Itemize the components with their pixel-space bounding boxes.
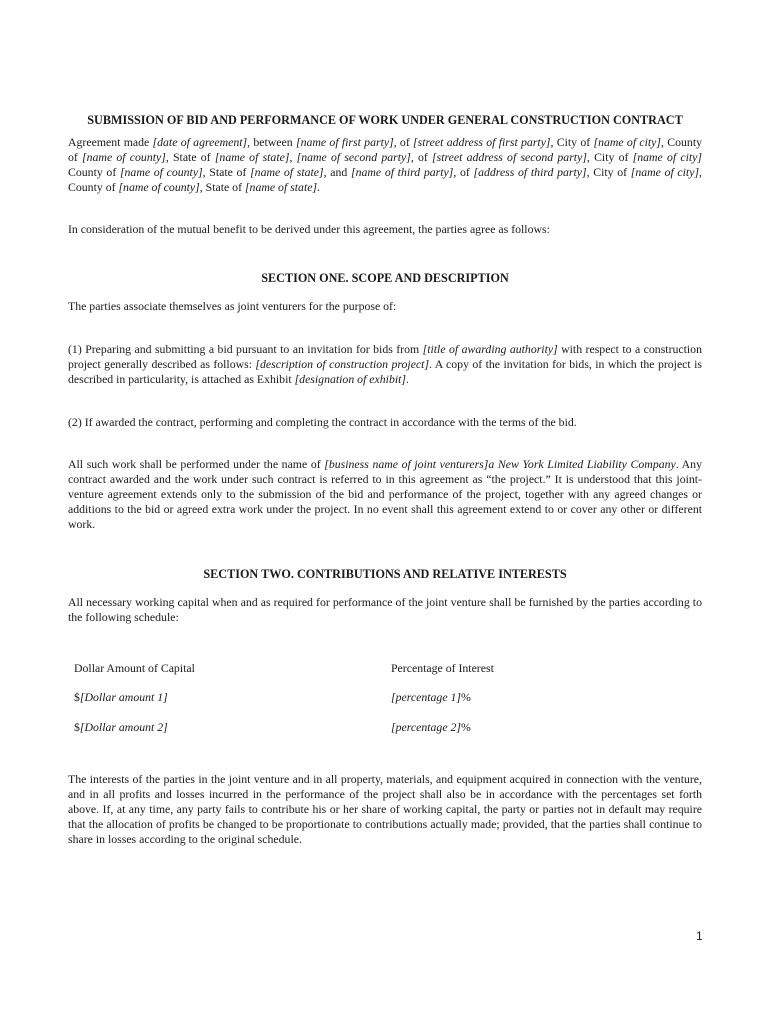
field-second-address: [street address of second party] (432, 150, 587, 164)
item-one-paragraph: (1) Preparing and submitting a bid pursuant to an invitation for bids from [title of awarding authority] with respect to a construction project generally described as follows: [description of construction project]. A copy of the invitation for bids, in which the project is described in particularity, is attached as Exhibit [designation of exhibit]. (68, 342, 702, 386)
interests-paragraph: The interests of the parties in the joint venture and in all property, materials, and equipment acquired in connection with the venture, and in all profits and losses incurred in the performance of the project shall also be in accordance with the percentages set forth above. If, at any time, any party fails to contribute his or her share of working capital, the party or parties not in default may require that the allocation of profits be changed to be proportionate to contributions actually made; provided, that the parties shall continue to share in losses according to the original schedule. (68, 772, 702, 846)
field-date: [date of agreement] (152, 135, 248, 149)
field-project-description: [description of construction project] (255, 357, 430, 371)
consideration-paragraph: In consideration of the mutual benefit to be derived under this agreement, the parties agree as follows: (68, 222, 550, 236)
purpose-paragraph: The parties associate themselves as joint venturers for the purpose of: (68, 299, 397, 313)
capital-paragraph: All necessary working capital when and as required for performance of the joint venture shall be furnished by the parties according to the following schedule: (68, 595, 702, 624)
table-row-2-dollar: $[Dollar amount 2] (74, 720, 168, 734)
table-header-dollar: Dollar Amount of Capital (74, 661, 195, 675)
work-paragraph: All such work shall be performed under the name of [business name of joint venturers]a New York Limited Liability Company. Any contract awarded and the work under such contract is referred to in this agreement as “the project.” It is understood that this joint-venture agreement extends only to the submission of the bid and performance of the project, together with any agreed changes or additions to the bid or agreed extra work under the project. In no event shall this agreement extend to or cover any other or different work. (68, 457, 702, 531)
document-title: SUBMISSION OF BID AND PERFORMANCE OF WORK UNDER GENERAL CONSTRUCTION CONTRACT (87, 113, 683, 127)
page-number: 1 (696, 929, 703, 943)
intro-paragraph: Agreement made [date of agreement], between [name of first party], of [street address of first party], City of [name of city], County of [name of county], State of [name of state], [name of second party], of [street address of second party], City of [name of city] County of [name of county], State of [name of state], and [name of third party], of [address of third party], City of [name of city], County of [name of county], State of [name of state]. (68, 135, 702, 194)
section-one-heading: SECTION ONE. SCOPE AND DESCRIPTION (261, 271, 509, 285)
field-first-address: [street address of first party] (413, 135, 551, 149)
field-second-party: [name of second party] (296, 150, 411, 164)
field-third-address: [address of third party] (473, 165, 587, 179)
table-row-1-dollar: $[Dollar amount 1] (74, 690, 168, 704)
section-two-heading: SECTION TWO. CONTRIBUTIONS AND RELATIVE INTERESTS (203, 567, 567, 581)
field-first-party: [name of first party] (295, 135, 394, 149)
table-row-2-percentage: [percentage 2]% (391, 720, 471, 734)
field-business-name: [business name of joint venturers]a New York Limited Liability Company (324, 457, 676, 471)
field-awarding-authority: [title of awarding authority] (422, 342, 558, 356)
field-third-party: [name of third party] (351, 165, 454, 179)
table-header-percentage: Percentage of Interest (391, 661, 494, 675)
field-exhibit: [designation of exhibit] (294, 372, 406, 386)
table-row-1-percentage: [percentage 1]% (391, 690, 471, 704)
item-two-paragraph: (2) If awarded the contract, performing and completing the contract in accordance with the terms of the bid. (68, 415, 577, 429)
